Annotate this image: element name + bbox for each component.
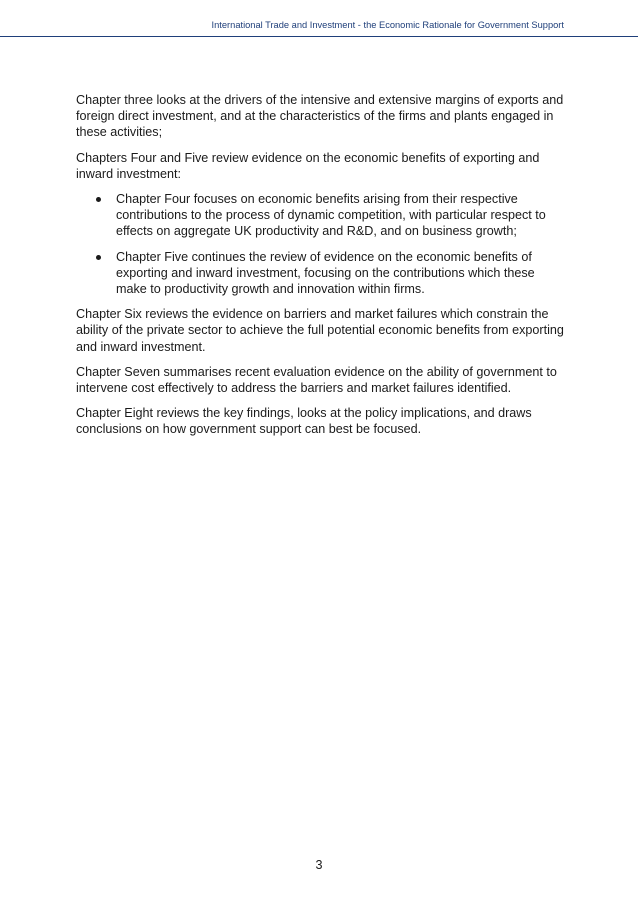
bullet-icon (96, 197, 101, 202)
bullet-text: Chapter Four focuses on economic benefits arising from their respective contributions to the process of dynamic competition, with particular respect to effects on aggregate UK productivity and R&D, and on business growth; (116, 192, 546, 239)
bullet-icon (96, 255, 101, 260)
paragraph-chapter-eight: Chapter Eight reviews the key findings, looks at the policy implications, and draws conclusions on how government support can best be focused. (76, 406, 532, 437)
bullet-text: Chapter Five continues the review of evidence on the economic benefits of exporting and inward investment, focusing on the contributions which these make to productivity growth and innovation within firms. (116, 249, 535, 297)
bullet-item-chapter-four (76, 191, 568, 240)
paragraph-chapter-three: Chapter three looks at the drivers of the intensive and extensive margins of exports and foreign direct investment, and at the characteristics of the firms and plants engaged in these activities; (76, 93, 564, 140)
page-number: 3 (315, 858, 323, 872)
bullet-item-chapter-five (76, 249, 568, 298)
paragraph-chapters-four-five: Chapters Four and Five review evidence on the economic benefits of exporting and inward investment: (76, 150, 540, 181)
paragraph-chapter-seven: Chapter Seven summarises recent evaluation evidence on the ability of government to intervene cost effectively to address the barriers and market failures identified. (76, 364, 557, 396)
bullet-list (76, 191, 568, 297)
running-header: International Trade and Investment - the Economic Rationale for Government Support (211, 20, 564, 30)
paragraph-chapter-six: Chapter Six reviews the evidence on barriers and market failures which constrain the ability of the private sector to achieve the full potential economic benefits from exporting and inward investment. (76, 307, 564, 354)
header-rule (0, 36, 638, 37)
document-body (76, 92, 568, 447)
